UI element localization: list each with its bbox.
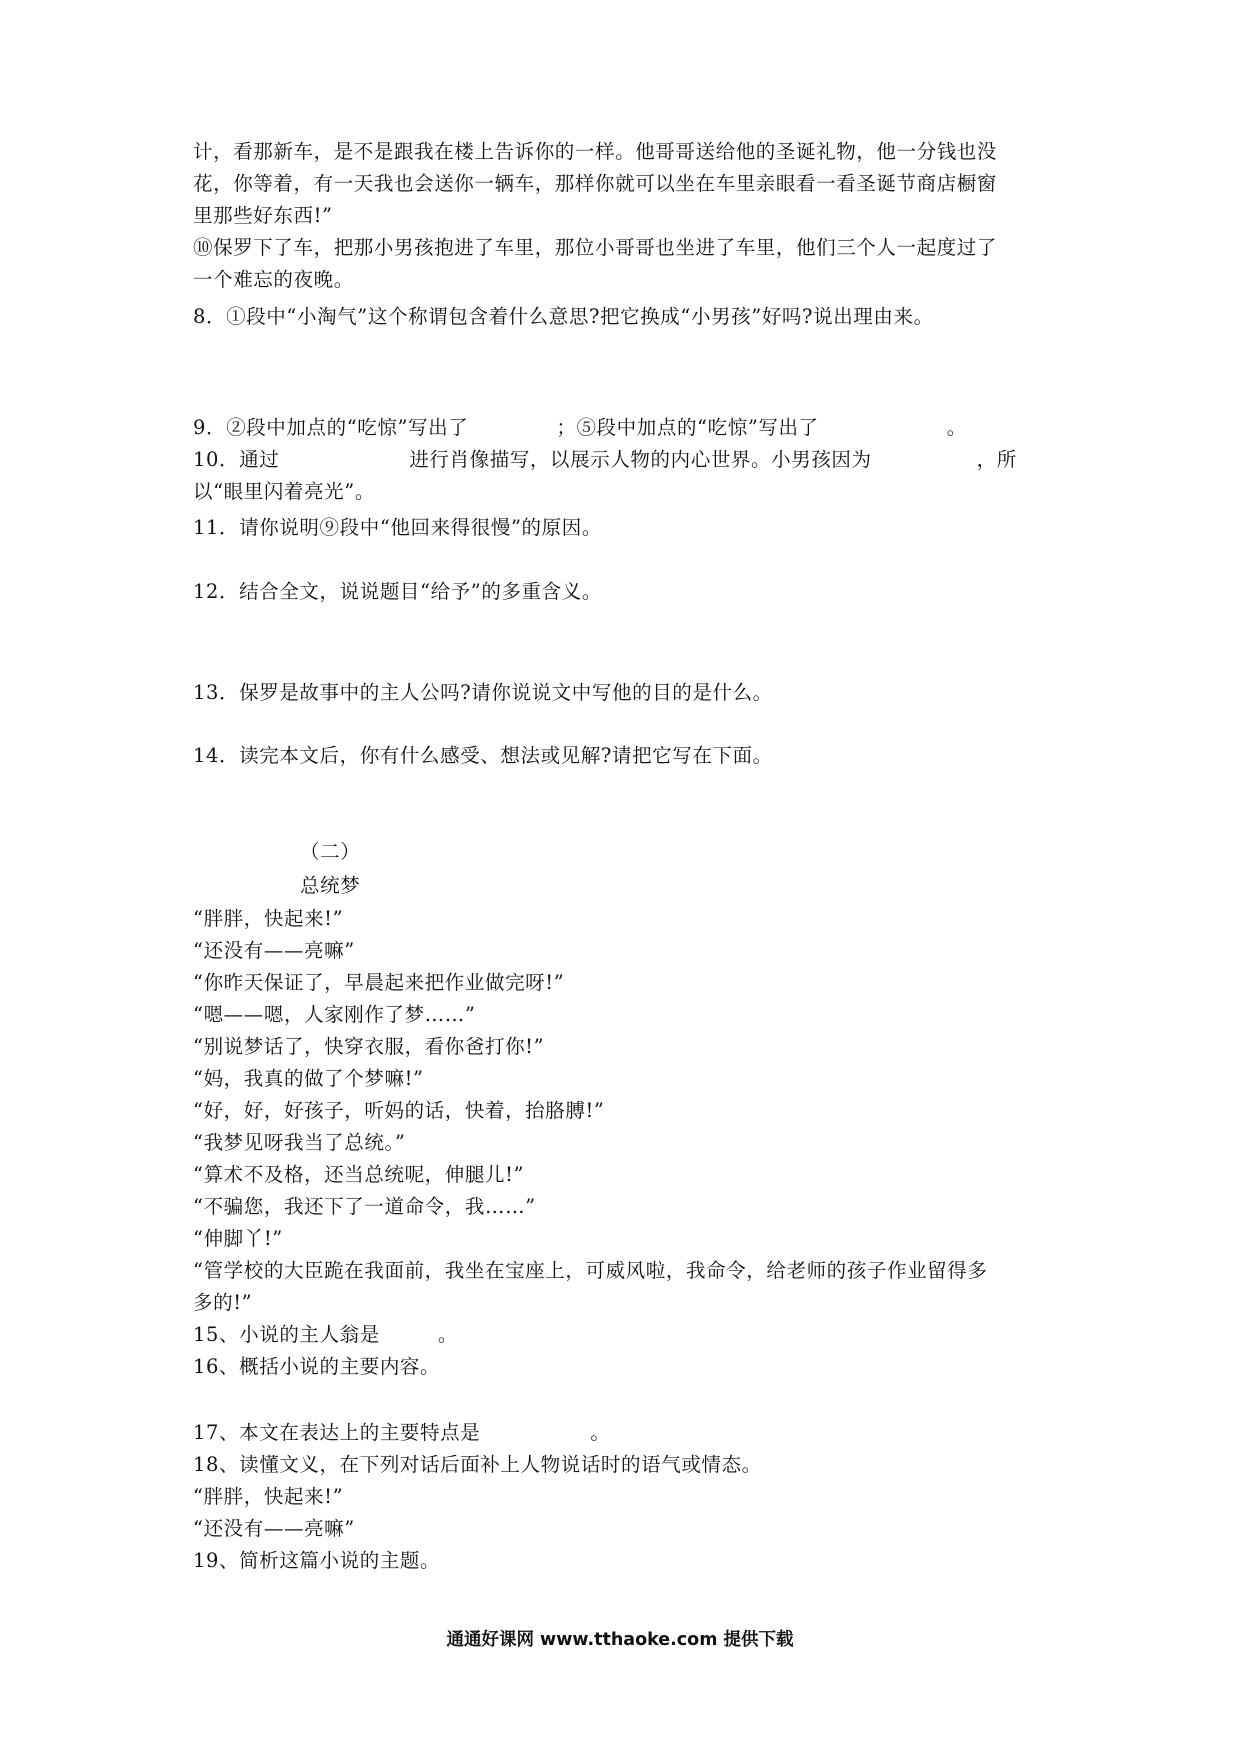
question-16: 16、概括小说的主要内容。 [193,1355,441,1378]
question-10-part3: ，所 [976,448,1017,471]
question-9-part3: 。 [946,416,967,439]
question-19: 19、简析这篇小说的主题。 [193,1549,441,1572]
dialogue-line: “你昨天保证了，早晨起来把作业做完呀!” [193,971,565,994]
dialogue-line: “胖胖，快起来!” [193,907,344,930]
question-15-part2: 。 [437,1323,458,1346]
dialogue-line: 多的!” [193,1291,253,1314]
question-9-part2: ；⑤段中加点的“吃惊”写出了 [556,416,819,439]
dialogue-line: “不骗您，我还下了一道命令，我……” [193,1195,536,1218]
question-10-part1: 10．通过 [193,448,280,471]
question-15-part1: 15、小说的主人翁是 [193,1323,380,1346]
question-9 [193,412,967,444]
question-14: 14．读完本文后，你有什么感受、想法或见解?请把它写在下面。 [193,744,773,767]
dialogue-line: “别说梦话了，快穿衣服，看你爸打你!” [193,1035,545,1058]
page-footer: 通通好课网 www.tthaoke.com 提供下载 [446,1630,794,1650]
story-title: 总统梦 [300,874,361,897]
question-10 [193,444,1017,476]
dialogue-line: “算术不及格，还当总统呢，伸腿儿!” [193,1163,525,1186]
question-18: 18、读懂文义，在下列对话后面补上人物说话时的语气或情态。 [193,1453,762,1476]
dialogue-line: “胖胖，快起来!” [193,1485,344,1508]
question-17-part1: 17、本文在表达上的主要特点是 [193,1421,481,1444]
dialogue-line: “嗯——嗯，人家刚作了梦……” [193,1003,476,1026]
dialogue-line: “妈，我真的做了个梦嘛!” [193,1067,424,1090]
question-10-continued: 以“眼里闪着亮光”。 [193,480,375,503]
passage-line: 一个难忘的夜晚。 [193,268,354,291]
dialogue-line: “管学校的大臣跪在我面前，我坐在宝座上，可威风啦，我命令，给老师的孩子作业留得多 [193,1259,988,1282]
passage-line: ⑩保罗下了车，把那小男孩抱进了车里，那位小哥哥也坐进了车里，他们三个人一起度过了 [193,236,998,259]
passage-line: 花，你等着，有一天我也会送你一辆车，那样你就可以坐在车里亲眼看一看圣诞节商店橱窗 [193,172,998,195]
passage-line: 里那些好东西!” [193,204,333,227]
dialogue-line: “还没有——亮嘛” [193,939,355,962]
question-8: 8．①段中“小淘气”这个称谓包含着什么意思?把它换成“小男孩”好吗?说出理由来。 [193,305,934,328]
question-11: 11．请你说明⑨段中“他回来得很慢”的原因。 [193,516,602,539]
question-10-part2: 进行肖像描写，以展示人物的内心世界。小男孩因为 [409,448,872,471]
question-15 [193,1319,458,1351]
question-9-part1: 9．②段中加点的“吃惊”写出了 [193,416,469,439]
question-17 [193,1417,610,1449]
passage-line: 计，看那新车，是不是跟我在楼上告诉你的一样。他哥哥送给他的圣诞礼物，他一分钱也没 [193,140,998,163]
dialogue-line: “我梦见呀我当了总统。” [193,1131,406,1154]
dialogue-line: “还没有——亮嘛” [193,1517,355,1540]
dialogue-line: “好，好，好孩子，听妈的话，快着，抬胳膊!” [193,1099,605,1122]
question-13: 13．保罗是故事中的主人公吗?请你说说文中写他的目的是什么。 [193,681,773,704]
question-17-part2: 。 [590,1421,611,1444]
dialogue-line: “伸脚丫!” [193,1227,283,1250]
question-12: 12．结合全文，说说题目“给予”的多重含义。 [193,580,602,603]
section-heading: （二） [300,840,361,863]
